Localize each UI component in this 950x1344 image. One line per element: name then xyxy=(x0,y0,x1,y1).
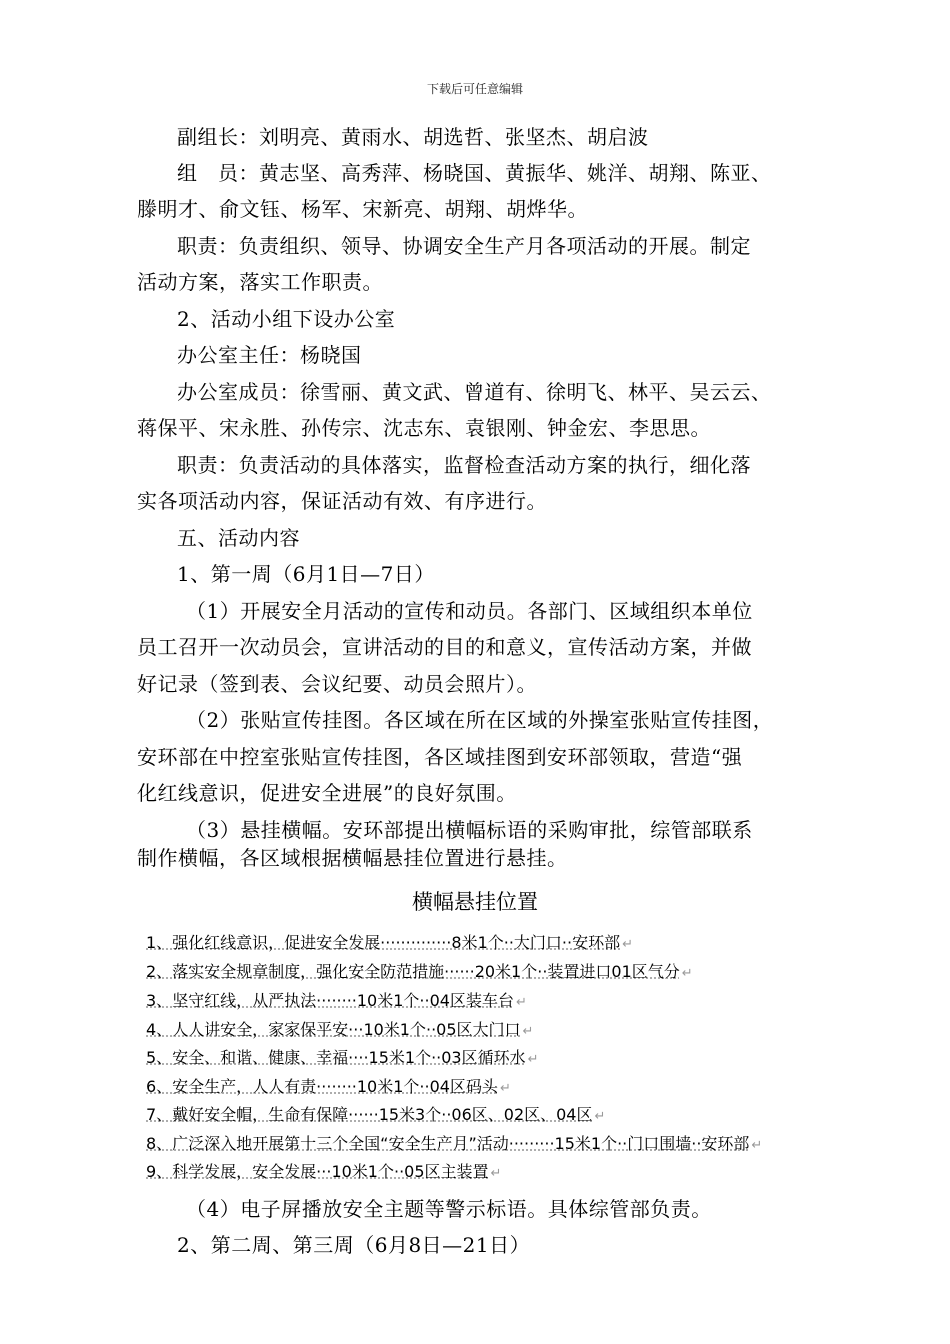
members-line: 组 员：黄志坚、高秀萍、杨晓国、黄振华、姚洋、胡翔、陈亚、 xyxy=(177,161,772,185)
office-heading: 2、活动小组下设办公室 xyxy=(177,307,396,331)
item-3-cont: 制作横幅，各区域根据横幅悬挂位置进行悬挂。 xyxy=(137,846,568,870)
item-3-line: （3）悬挂横幅。安环部提出横幅标语的采购审批，综管部联系 xyxy=(186,818,753,842)
office-director: 办公室主任：杨晓国 xyxy=(177,343,362,367)
duty-line: 职责：负责组织、领导、协调安全生产月各项活动的开展。制定 xyxy=(177,234,751,258)
deputy-leaders-line: 副组长：刘明亮、黄雨水、胡选哲、张坚杰、胡启波 xyxy=(177,125,649,149)
office-duty-cont: 实各项活动内容，保证活动有效、有序进行。 xyxy=(137,489,547,513)
item-4-line: （4）电子屏播放安全主题等警示标语。具体综管部负责。 xyxy=(186,1197,712,1221)
banner-row: 2、落实安全规章制度，强化安全防范措施······20米1个··装置进口01区气分 ↵ xyxy=(146,962,693,981)
banner-row: 9、科学发展，安全发展···10米1个··05区主装置 ↵ xyxy=(146,1162,502,1181)
office-members-line: 办公室成员：徐雪丽、黄文武、曾道有、徐明飞、林平、吴云云、 xyxy=(177,380,772,404)
item-2-line: （2）张贴宣传挂图。各区域在所在区域的外操室张贴宣传挂图， xyxy=(186,708,774,732)
item-1-line: （1）开展安全月活动的宣传和动员。各部门、区域组织本单位 xyxy=(186,599,753,623)
banner-row: 7、戴好安全帽，生命有保障······15米3个··06区、02区、04区 ↵ xyxy=(146,1105,606,1124)
banner-row: 6、安全生产，人人有责········10米1个··04区码头 ↵ xyxy=(146,1077,511,1096)
item-1-cont2: 好记录（签到表、会议纪要、动员会照片）。 xyxy=(137,672,537,696)
office-members-cont: 蒋保平、宋永胜、孙传宗、沈志东、袁银刚、钟金宏、李思思。 xyxy=(137,416,711,440)
banner-row: 4、人人讲安全，家家保平安···10米1个··05区大门口 ↵ xyxy=(146,1020,534,1039)
duty-line-cont: 活动方案，落实工作职责。 xyxy=(137,270,383,294)
page-header: 下载后可任意编辑 xyxy=(426,82,523,96)
banner-row: 5、安全、和谐、健康、幸福····15米1个··03区循环水 ↵ xyxy=(146,1048,539,1067)
banner-row: 3、坚守红线，从严执法········10米1个··04区装车台 ↵ xyxy=(146,991,527,1010)
section-five-heading: 五、活动内容 xyxy=(177,526,300,550)
banner-row: 8、广泛深入地开展第十三个全国“安全生产月”活动·········15米1个··门口围墙··安环部 ↵ xyxy=(146,1134,763,1153)
banner-table-title: 横幅悬挂位置 xyxy=(412,890,538,914)
office-duty-line: 职责：负责活动的具体落实，监督检查活动方案的执行，细化落 xyxy=(177,453,751,477)
banner-row: 1、强化红线意识，促进安全发展··············8米1个··大门口··安环部 ↵ xyxy=(146,933,633,952)
item-2-cont2: 化红线意识，促进安全进展”的良好氛围。 xyxy=(137,781,517,805)
members-line-cont: 滕明才、俞文钰、杨军、宋新亮、胡翔、胡烨华。 xyxy=(137,197,588,221)
week-one-heading: 1、第一周（6月1日—7日） xyxy=(177,562,435,586)
weeks-two-three-heading: 2、第二周、第三周（6月8日—21日） xyxy=(177,1233,531,1257)
item-2-cont: 安环部在中控室张贴宣传挂图，各区域挂图到安环部领取，营造“强 xyxy=(137,745,743,769)
item-1-cont: 员工召开一次动员会，宣讲活动的目的和意义，宣传活动方案，并做 xyxy=(137,635,752,659)
